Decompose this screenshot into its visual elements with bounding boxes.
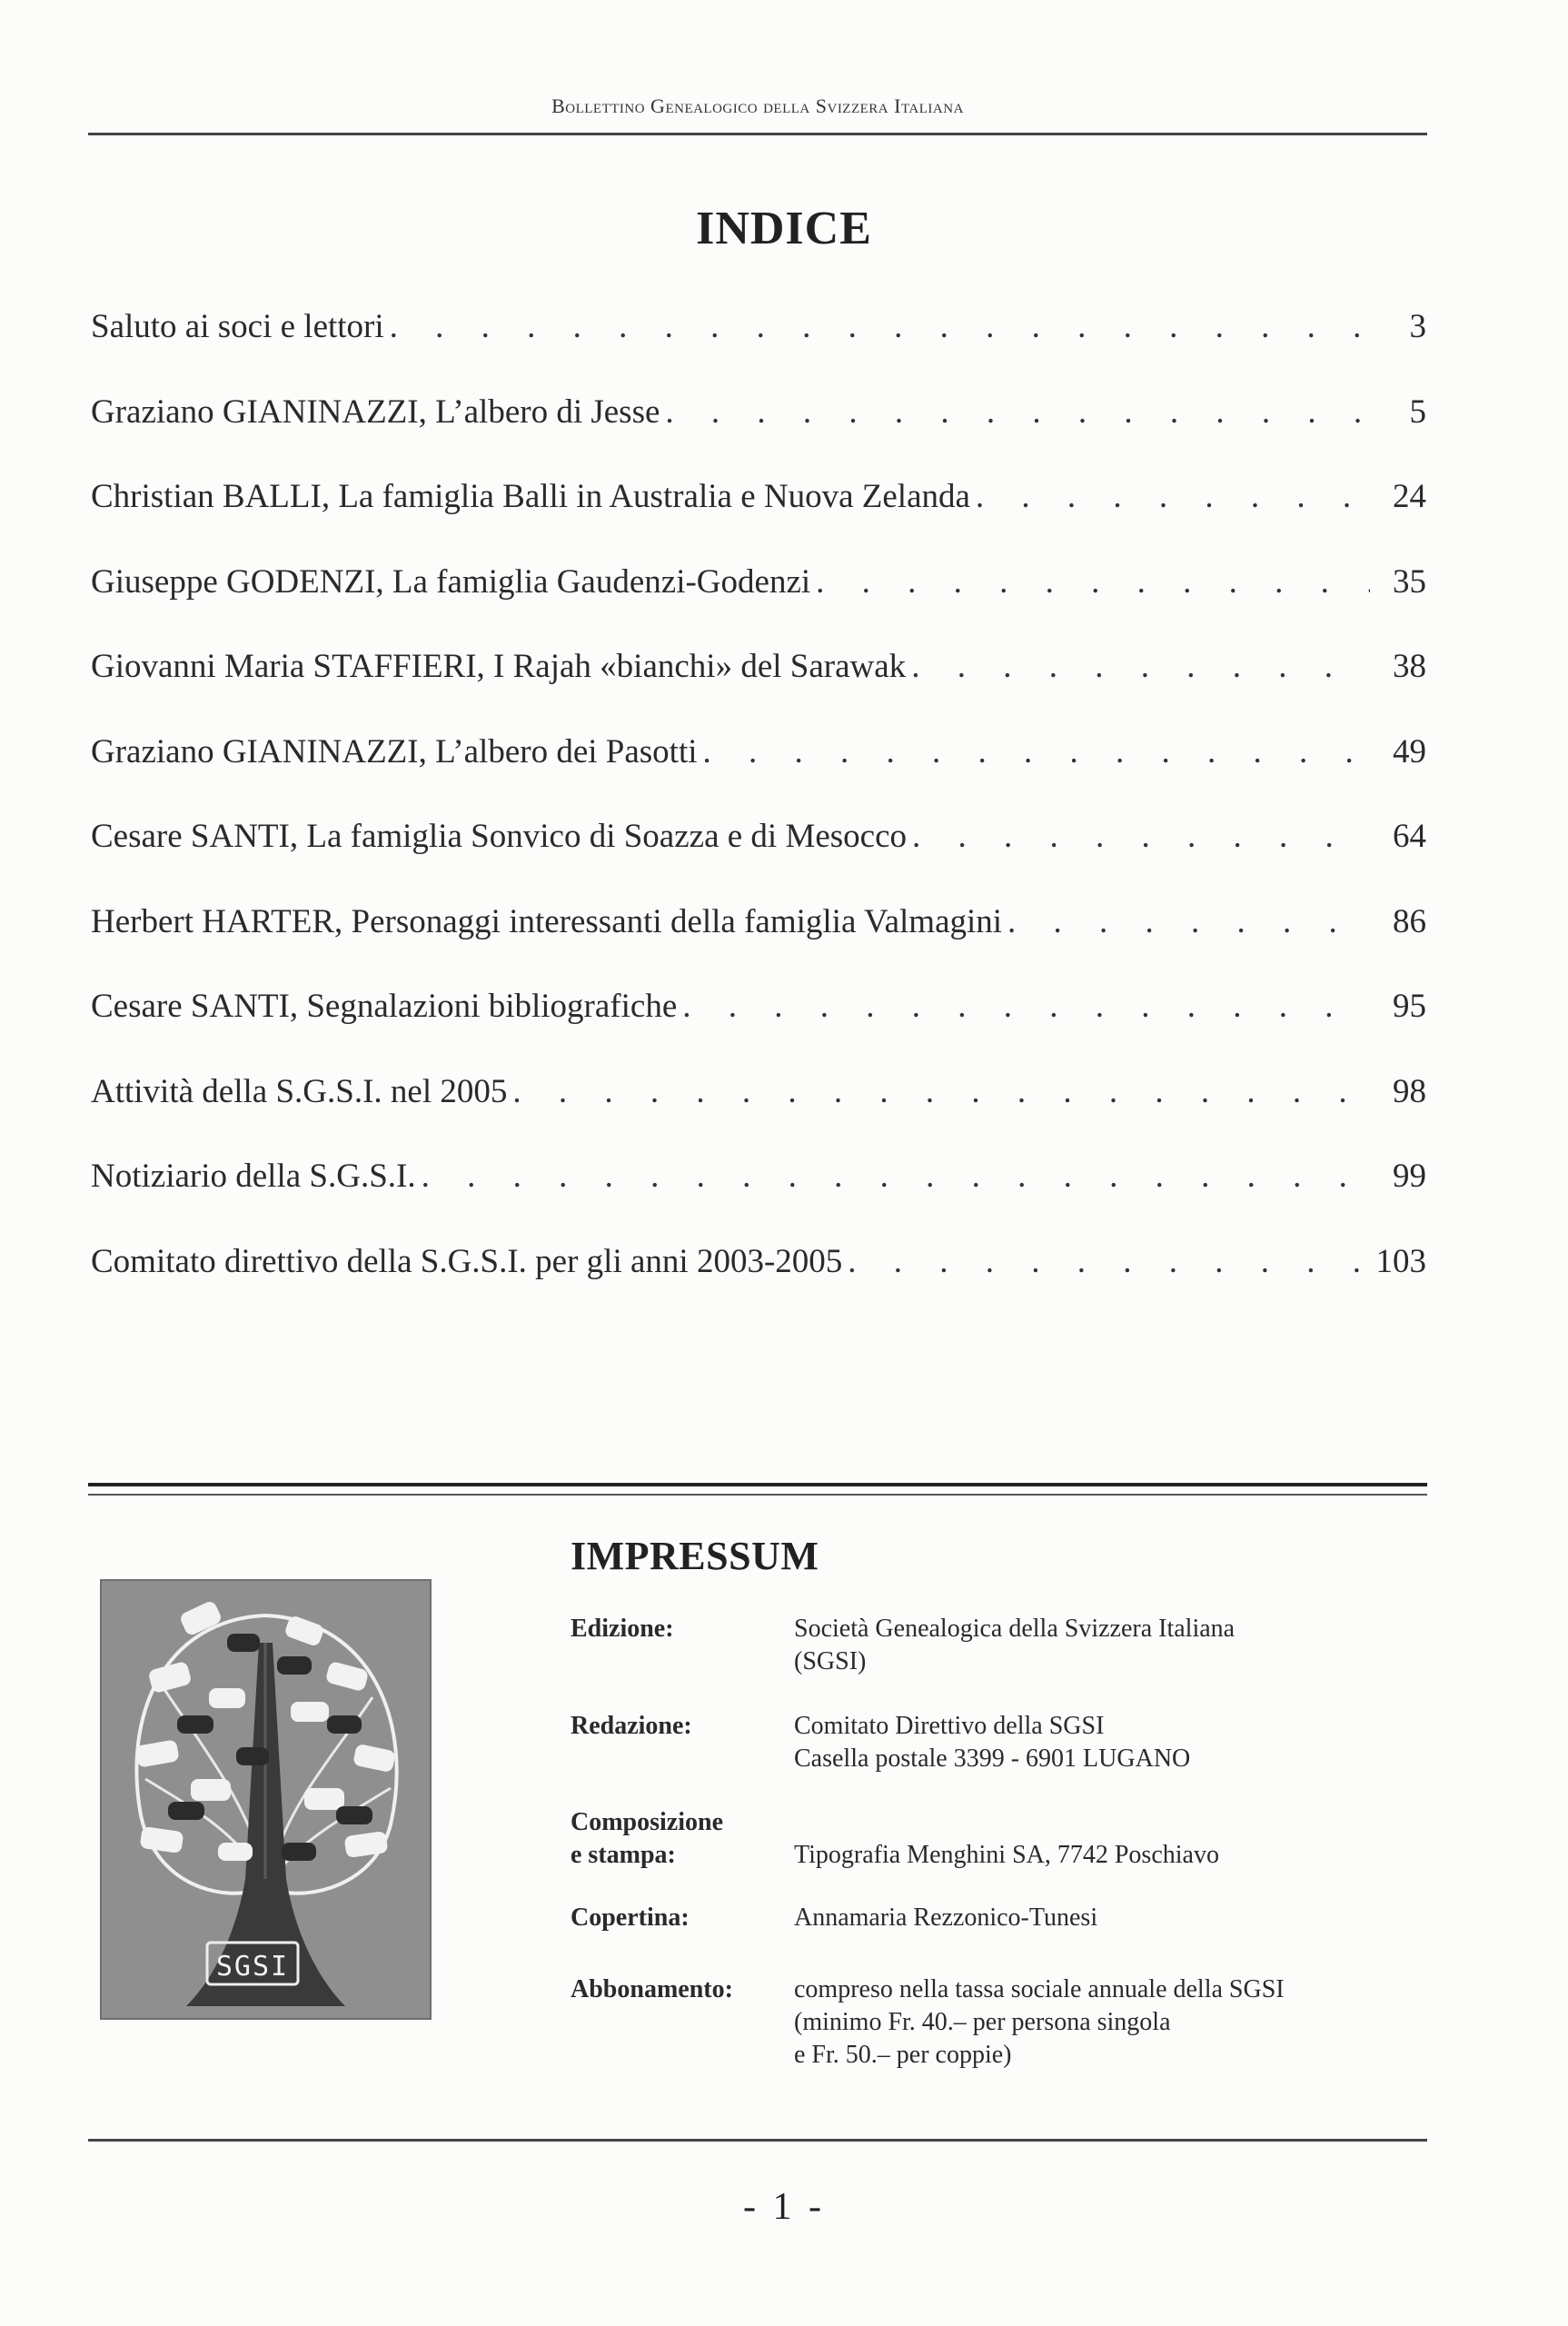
toc-entry[interactable] [91, 393, 1426, 478]
toc-entry-title: Comitato direttivo della S.G.S.I. per gli anni 2003-2005 [91, 1242, 843, 1280]
impressum-composizione [571, 1806, 1443, 1879]
toc-dot-leader [665, 393, 1370, 432]
impressum-redazione [571, 1710, 1443, 1783]
toc-dot-leader [911, 647, 1370, 686]
redazione-label: Redazione: [571, 1712, 692, 1740]
toc-entry-page: 64 [1393, 818, 1426, 855]
abbonamento-value [794, 1973, 1448, 2072]
toc-entry-title: Herbert HARTER, Personaggi interessanti della famiglia Valmagini [91, 902, 1003, 940]
impressum-title: IMPRESSUM [571, 1534, 819, 1578]
copertina-value: Annamaria Rezzonico-Tunesi [794, 1904, 1098, 1932]
toc-entry[interactable] [91, 732, 1426, 818]
toc-entry[interactable] [91, 307, 1426, 393]
toc-entry-title: Attività della S.G.S.I. nel 2005 [91, 1072, 508, 1110]
abbonamento-label: Abbonamento: [571, 1975, 733, 2003]
composizione-label-line: e stampa: [571, 1841, 676, 1869]
index-title: INDICE [696, 203, 872, 254]
toc-dot-leader [1007, 902, 1370, 941]
toc-entry-page: 35 [1393, 562, 1426, 601]
toc-entry[interactable] [91, 902, 1426, 988]
toc-entry-title: Graziano GIANINAZZI, L’albero dei Pasotti [91, 732, 698, 770]
composizione-value: Tipografia Menghini SA, 7742 Poschiavo [794, 1841, 1219, 1869]
toc-entry-title: Saluto ai soci e lettori [91, 308, 384, 345]
toc-entry-page: 95 [1393, 988, 1426, 1025]
edizione-line: (SGSI) [794, 1647, 867, 1675]
toc-entry[interactable] [91, 817, 1426, 902]
header-rule [88, 133, 1427, 135]
toc-dot-leader [912, 817, 1370, 856]
toc-entry-page: 99 [1393, 1158, 1426, 1195]
toc-dot-leader [390, 307, 1370, 346]
page-number: - 1 - [743, 2186, 825, 2228]
toc-entry-page: 98 [1393, 1072, 1426, 1110]
toc-dot-leader [703, 732, 1370, 771]
abbonamento-line: e Fr. 50.– per coppie) [794, 2041, 1012, 2069]
impressum-abbonamento [571, 1973, 1443, 2073]
toc-entry-page: 3 [1409, 308, 1426, 345]
svg-text:SGSI: SGSI [215, 1951, 290, 1983]
toc-entry[interactable] [91, 1242, 1426, 1327]
toc-dot-leader [848, 1242, 1365, 1281]
abbonamento-line: (minimo Fr. 40.– per persona singola [794, 2008, 1171, 2036]
toc-entry-page: 86 [1393, 902, 1426, 940]
toc-entry[interactable] [91, 1157, 1426, 1242]
toc-dot-leader [976, 477, 1370, 516]
toc-entry-title: Giuseppe GODENZI, La famiglia Gaudenzi-Godenzi [91, 562, 811, 601]
toc-entry[interactable] [91, 1072, 1426, 1158]
edizione-label: Edizione: [571, 1615, 674, 1643]
composizione-label-line: Composizione [571, 1808, 723, 1836]
cover-artwork-image [100, 1579, 432, 2020]
impressum-edizione [571, 1613, 1443, 1685]
toc-entry-title: Giovanni Maria STAFFIERI, I Rajah «bianchi» del Sarawak [91, 648, 907, 685]
redazione-line: Casella postale 3399 - 6901 LUGANO [794, 1744, 1191, 1773]
footer-rule [88, 2139, 1427, 2142]
toc-entry[interactable] [91, 562, 1426, 648]
section-divider [88, 1483, 1427, 1496]
composizione-label [571, 1806, 789, 1872]
edizione-line: Società Genealogica della Svizzera Italiana [794, 1615, 1236, 1643]
edizione-value [794, 1613, 1448, 1678]
toc-entry-page: 24 [1393, 478, 1426, 515]
toc-entry-page: 38 [1393, 648, 1426, 685]
redazione-value [794, 1710, 1448, 1775]
abbonamento-line: compreso nella tassa sociale annuale della SGSI [794, 1975, 1285, 2003]
toc-entry[interactable] [91, 987, 1426, 1072]
toc-entry-page: 103 [1375, 1242, 1426, 1280]
toc-entry-title: Cesare SANTI, Segnalazioni bibliografiche [91, 988, 678, 1025]
toc-entry[interactable] [91, 647, 1426, 732]
toc-entry-page: 5 [1409, 393, 1426, 431]
table-of-contents [91, 307, 1426, 1327]
toc-entry-page: 49 [1393, 732, 1426, 770]
impressum-copertina [571, 1902, 1443, 1938]
toc-dot-leader [422, 1157, 1370, 1196]
toc-dot-leader [512, 1072, 1370, 1111]
running-header: Bollettino Genealogico della Svizzera Italiana [551, 94, 964, 117]
toc-dot-leader [816, 562, 1370, 601]
redazione-line: Comitato Direttivo della SGSI [794, 1712, 1105, 1740]
toc-entry[interactable] [91, 477, 1426, 562]
toc-entry-title: Notiziario della S.G.S.I. [91, 1158, 416, 1195]
toc-dot-leader [682, 987, 1370, 1026]
toc-entry-title: Cesare SANTI, La famiglia Sonvico di Soazza e di Mesocco [91, 818, 908, 855]
copertina-label: Copertina: [571, 1904, 690, 1932]
toc-entry-title: Christian BALLI, La famiglia Balli in Australia e Nuova Zelanda [91, 478, 970, 515]
toc-entry-title: Graziano GIANINAZZI, L’albero di Jesse [91, 393, 660, 431]
